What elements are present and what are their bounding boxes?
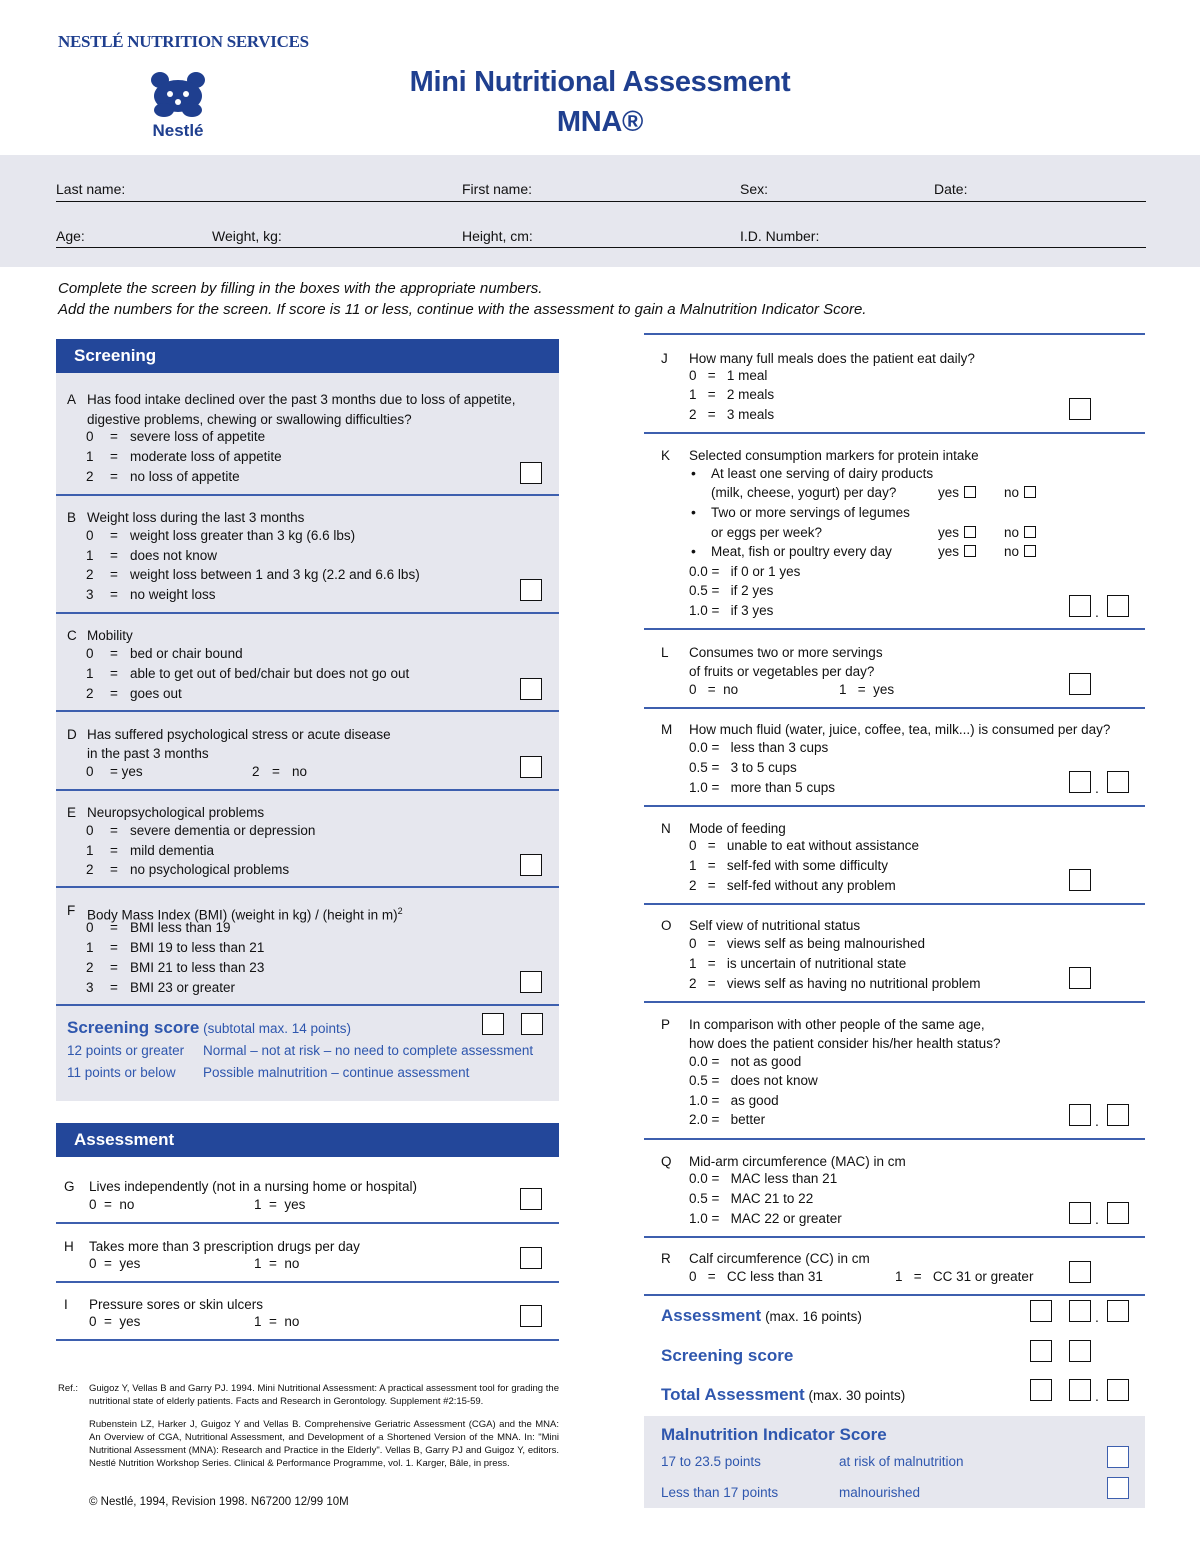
mis-range-1: 17 to 23.5 points (661, 1454, 761, 1469)
mis-title: Malnutrition Indicator Score (661, 1425, 887, 1444)
option-a2-eq: = (110, 469, 118, 484)
k3-no: no (1004, 544, 1036, 559)
assessment-box-3[interactable] (1107, 1300, 1129, 1322)
option-b1-text: does not know (130, 548, 218, 563)
option-e0-text: severe dementia or depression (130, 823, 316, 838)
question-m-text: How much fluid (water, juice, coffee, tea, milk...) is consumed per day? (689, 722, 1111, 737)
score-box-q-dec[interactable] (1107, 1202, 1129, 1224)
score-box-g[interactable] (520, 1188, 542, 1210)
question-r-letter: R (661, 1251, 671, 1266)
score-box-b[interactable] (520, 579, 542, 601)
screening-score-label-right: Screening score (661, 1346, 794, 1365)
score-box-m-int[interactable] (1069, 771, 1091, 793)
question-q-text: Mid-arm circumference (MAC) in cm (689, 1154, 906, 1169)
patient-info-band (0, 155, 1200, 267)
mis-box-1[interactable] (1107, 1446, 1129, 1468)
option-a2: 2 (86, 469, 94, 484)
screening-right-box-2[interactable] (1069, 1340, 1091, 1362)
option-b0-text: weight loss greater than 3 kg (6.6 lbs) (130, 528, 356, 543)
assessment-box-1[interactable] (1030, 1300, 1052, 1322)
ref-label: Ref.: (58, 1383, 79, 1394)
last-name-label: Last name: (56, 181, 126, 197)
question-m-letter: M (661, 722, 673, 737)
total-box-3[interactable] (1107, 1379, 1129, 1401)
question-l-text: Consumes two or more servings (689, 645, 883, 660)
score-box-k-dec[interactable] (1107, 595, 1129, 617)
first-name-label: First name: (462, 181, 533, 197)
k3-no-checkbox[interactable] (1024, 545, 1036, 557)
page-subtitle: MNA® (556, 106, 644, 138)
option-a2-text: no loss of appetite (130, 469, 240, 484)
option-e1-text: mild dementia (130, 843, 215, 858)
question-k-letter: K (661, 448, 671, 463)
question-n-text: Mode of feeding (689, 821, 786, 836)
screening-range-1-desc: Normal – not at risk – no need to complete assessment (203, 1043, 534, 1058)
option-f3-text: BMI 23 or greater (130, 980, 236, 995)
k2-no-checkbox[interactable] (1024, 526, 1036, 538)
question-i-text: Pressure sores or skin ulcers (89, 1297, 264, 1312)
page-title: Mini Nutritional Assessment (409, 66, 791, 98)
score-box-i[interactable] (520, 1305, 542, 1327)
total-box-2[interactable] (1069, 1379, 1091, 1401)
divider (56, 494, 559, 496)
score-box-k-int[interactable] (1069, 595, 1091, 617)
option-a0-eq: = (110, 429, 118, 444)
logo-text: Nestlé (152, 121, 204, 140)
score-box-e[interactable] (520, 854, 542, 876)
question-text: Has food intake declined over the past 3 months due to loss of appetite, (87, 392, 516, 407)
screening-range-2-desc: Possible malnutrition – continue assessment (203, 1065, 470, 1080)
k2-yes-checkbox[interactable] (964, 526, 976, 538)
sex-label: Sex: (740, 181, 769, 197)
question-o-text: Self view of nutritional status (689, 918, 861, 933)
date-label: Date: (934, 181, 968, 197)
option-a1-eq: = (110, 449, 118, 464)
mis-range-1-desc: at risk of malnutrition (839, 1454, 964, 1469)
screening-score-title: Screening score (subtotal max. 14 points) (67, 1018, 351, 1037)
option-a1-text: moderate loss of appetite (130, 449, 282, 464)
screening-score-box-2[interactable] (521, 1013, 543, 1035)
mis-range-2: Less than 17 points (661, 1485, 779, 1500)
instruction-line-1: Complete the screen by filling in the boxes with the appropriate numbers. (58, 280, 543, 297)
question-j-text: How many full meals does the patient eat daily? (689, 351, 975, 366)
score-box-h[interactable] (520, 1247, 542, 1269)
question-p-text-2: how does the patient consider his/her health status? (689, 1036, 1001, 1051)
assessment-total-label: Assessment (max. 16 points) (661, 1306, 862, 1325)
screening-right-box-1[interactable] (1030, 1340, 1052, 1362)
question-g: G (64, 1179, 75, 1194)
question-j-letter: J (661, 351, 668, 366)
question-r-text: Calf circumference (CC) in cm (689, 1251, 870, 1266)
screening-range-1: 12 points or greater (67, 1043, 185, 1058)
ref-text-1: Guigoz Y, Vellas B and Garry PJ. 1994. Mini Nutritional Assessment: A practical assessment tool for grading the nutritional state of elderly patients. Facts and Research in Gerontology. Supplement #2:15-59. (89, 1383, 559, 1407)
height-label: Height, cm: (462, 228, 533, 244)
question-n-letter: N (661, 821, 671, 836)
k1-no-checkbox[interactable] (1024, 486, 1036, 498)
score-box-d[interactable] (520, 756, 542, 778)
option-e2-text: no psychological problems (130, 862, 290, 877)
k1-no: no (1004, 485, 1036, 500)
option-a0: 0 (86, 429, 94, 444)
score-box-m-dec[interactable] (1107, 771, 1129, 793)
option-a0-text: severe loss of appetite (130, 429, 266, 444)
score-box-p-dec[interactable] (1107, 1104, 1129, 1126)
option-h1: 1 = no (254, 1256, 300, 1271)
question-p-text: In comparison with other people of the same age, (689, 1017, 985, 1032)
screening-header: Screening (56, 339, 559, 373)
option-b3-text: no weight loss (130, 587, 216, 602)
option-f2-text: BMI 21 to less than 23 (130, 960, 265, 975)
screening-score-box-1[interactable] (482, 1013, 504, 1035)
score-box-r[interactable] (1069, 1261, 1091, 1283)
question-i: I (64, 1297, 68, 1312)
option-c0-text: bed or chair bound (130, 646, 243, 661)
brand-name: NESTLÉ NUTRITION SERVICES (58, 32, 309, 51)
k1-yes: yes (938, 485, 976, 500)
question-k-text: Selected consumption markers for protein intake (689, 448, 979, 463)
score-box-q-int[interactable] (1069, 1202, 1091, 1224)
question-h: H (64, 1239, 74, 1254)
option-f0-text: BMI less than 19 (130, 920, 231, 935)
score-box-o[interactable] (1069, 967, 1091, 989)
question-h-text: Takes more than 3 prescription drugs per day (89, 1239, 360, 1254)
score-box-n[interactable] (1069, 869, 1091, 891)
question-text-2: digestive problems, chewing or swallowing difficulties? (87, 412, 412, 427)
option-i0: 0 = yes (89, 1314, 141, 1329)
score-box-c[interactable] (520, 678, 542, 700)
score-box-j[interactable] (1069, 398, 1091, 420)
id-number-label: I.D. Number: (740, 228, 820, 244)
weight-label: Weight, kg: (212, 228, 282, 244)
option-b2-text: weight loss between 1 and 3 kg (2.2 and 6.6 lbs) (130, 567, 420, 582)
question-l-letter: L (661, 645, 669, 660)
row1-line[interactable] (56, 201, 1146, 202)
instruction-line-2: Add the numbers for the screen. If score is 11 or less, continue with the assessment to gain a Malnutrition Indicator Score. (58, 301, 867, 318)
k3-yes-checkbox[interactable] (964, 545, 976, 557)
question-letter: A (67, 392, 77, 407)
option-c1-text: able to get out of bed/chair but does not go out (130, 666, 410, 681)
score-box-l[interactable] (1069, 673, 1091, 695)
nestle-logo (140, 66, 216, 142)
option-a1: 1 (86, 449, 94, 464)
option-h0: 0 = yes (89, 1256, 141, 1271)
question-g-text: Lives independently (not in a nursing home or hospital) (89, 1179, 417, 1194)
question-p-letter: P (661, 1017, 671, 1032)
option-i1: 1 = no (254, 1314, 300, 1329)
score-box-f[interactable] (520, 971, 542, 993)
ref-text-2: Rubenstein LZ, Harker J, Guigoz Y and Vellas B. Comprehensive Geriatric Assessment (CGA) and the MNA: An Overview of CGA, Nutritional Assessment, and Development of a Shortened Version of the MNA. In: "Mini Nutritional Assessment (MNA): Research and Practice in the Elderly". Vellas B, Garry PJ and Guigoz Y, editors. Nestlé Nutrition Workshop Series. Clinical & Performance Programme, vol. 1. Karger, Bâle, in press. (89, 1419, 559, 1469)
assessment-box-2[interactable] (1069, 1300, 1091, 1322)
option-f1-text: BMI 19 to less than 21 (130, 940, 265, 955)
k1-yes-checkbox[interactable] (964, 486, 976, 498)
option-c2-text: goes out (130, 686, 182, 701)
row2-line[interactable] (56, 247, 1146, 248)
question-q-letter: Q (661, 1154, 672, 1169)
question-l-text-2: of fruits or vegetables per day? (689, 664, 875, 679)
mis-box-2[interactable] (1107, 1477, 1129, 1499)
score-box-a[interactable] (520, 462, 542, 484)
assessment-header: Assessment (56, 1123, 559, 1157)
k3-yes: yes (938, 544, 976, 559)
total-box-1[interactable] (1030, 1379, 1052, 1401)
total-assessment-label: Total Assessment (max. 30 points) (661, 1385, 906, 1404)
score-box-p-int[interactable] (1069, 1104, 1091, 1126)
option-g0: 0 = no (89, 1197, 135, 1212)
screening-range-2: 11 points or below (67, 1065, 176, 1080)
mis-range-2-desc: malnourished (839, 1485, 921, 1500)
k2-yes: yes (938, 525, 976, 540)
question-o-letter: O (661, 918, 672, 933)
copyright: © Nestlé, 1994, Revision 1998. N67200 12/99 10M (89, 1496, 349, 1508)
age-label: Age: (56, 228, 85, 244)
k2-no: no (1004, 525, 1036, 540)
option-g1: 1 = yes (254, 1197, 306, 1212)
